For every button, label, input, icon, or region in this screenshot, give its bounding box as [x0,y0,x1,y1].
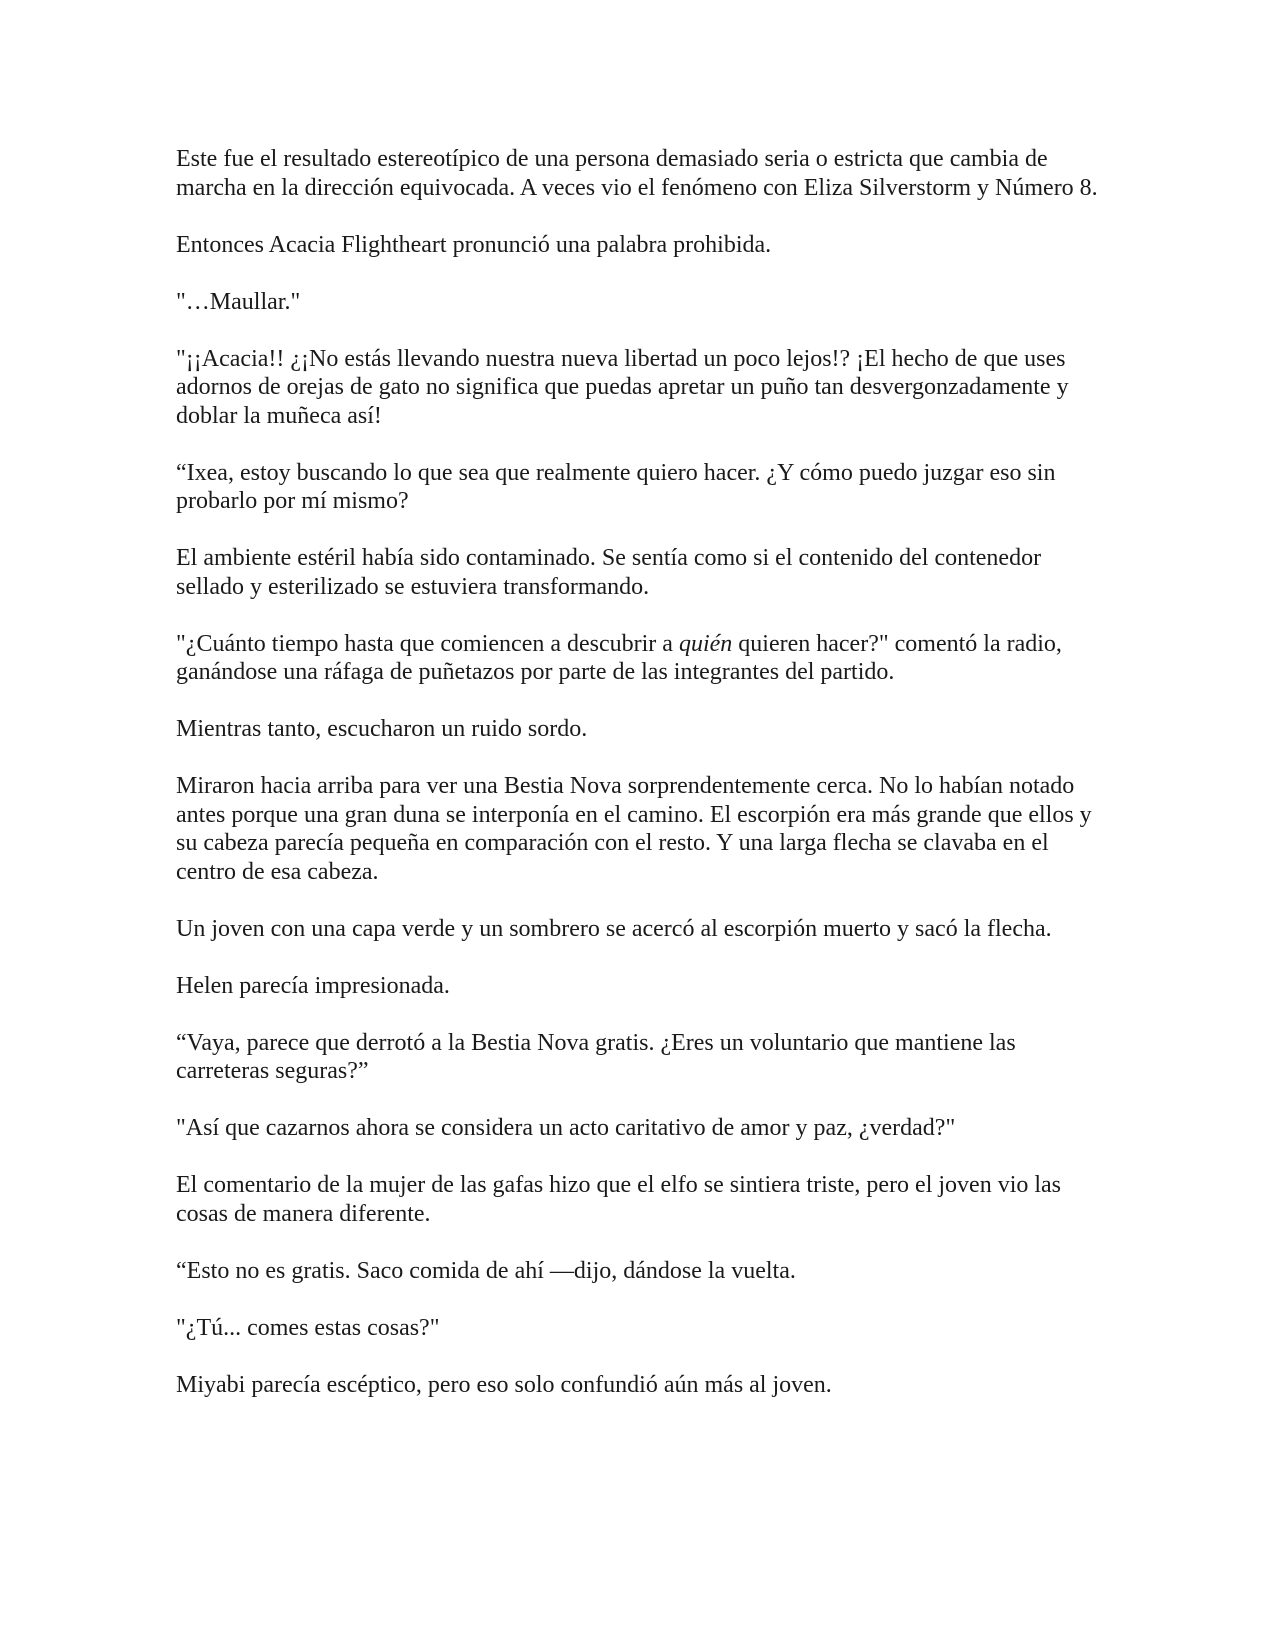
paragraph-9: Miraron hacia arriba para ver una Bestia Nova sorprendentemente cerca. No lo habían notado antes porque una gran duna se interponía en el camino. El escorpión era más grande que ellos y su cabeza parecía pequeña en comparación con el resto. Y una larga flecha se clavaba en el centro de esa cabeza. [176,773,1092,885]
paragraph-1: Este fue el resultado estereotípico de una persona demasiado seria o estricta que cambia de marcha en la dirección equivocada. A veces vio el fenómeno con Eliza Silverstorm y Número 8. [176,146,1098,201]
paragraph-17: Miyabi parecía escéptico, pero eso solo confundió aún más al joven. [176,1371,832,1398]
paragraph-4: "¡¡Acacia!! ¿¡No estás llevando nuestra nueva libertad un poco lejos!? ¡El hecho de que uses adornos de orejas de gato no significa que puedas apretar un puño tan desvergonzadamente y doblar la muñeca así! [176,345,1069,429]
paragraph-7-emphasis: quién [678,630,733,657]
document-page [176,145,1101,1428]
paragraph-5: “Ixea, estoy buscando lo que sea que realmente quiero hacer. ¿Y cómo puedo juzgar eso sin probarlo por mí mismo? [176,459,1056,514]
paragraph-8: Mientras tanto, escucharon un ruido sordo. [176,716,588,742]
paragraph-12: “Vaya, parece que derrotó a la Bestia Nova gratis. ¿Eres un voluntario que mantiene las carreteras seguras?” [176,1029,1016,1084]
paragraph-3: "…Maullar." [176,288,301,315]
paragraph-7-after: quieren hacer?" comentó la radio, ganándose una ráfaga de puñetazos por parte de las integrantes del partido. [176,630,1062,685]
paragraph-15: “Esto no es gratis. Saco comida de ahí —dijo, dándose la vuelta. [176,1257,796,1284]
paragraph-2: Entonces Acacia Flightheart pronunció una palabra prohibida. [176,231,772,258]
paragraph-7 [176,630,1101,687]
paragraph-11: Helen parecía impresionada. [176,972,450,999]
paragraph-6: El ambiente estéril había sido contaminado. Se sentía como si el contenido del contenedor sellado y esterilizado se estuviera transformando. [176,545,1042,600]
paragraph-10: Un joven con una capa verde y un sombrero se acercó al escorpión muerto y sacó la flecha. [176,915,1052,942]
paragraph-16: "¿Tú... comes estas cosas?" [176,1314,440,1341]
paragraph-14: El comentario de la mujer de las gafas hizo que el elfo se sintiera triste, pero el joven vio las cosas de manera diferente. [176,1172,1062,1227]
paragraph-7-before: "¿Cuánto tiempo hasta que comiencen a descubrir a [176,630,679,657]
paragraph-13: "Así que cazarnos ahora se considera un acto caritativo de amor y paz, ¿verdad?" [176,1115,956,1141]
